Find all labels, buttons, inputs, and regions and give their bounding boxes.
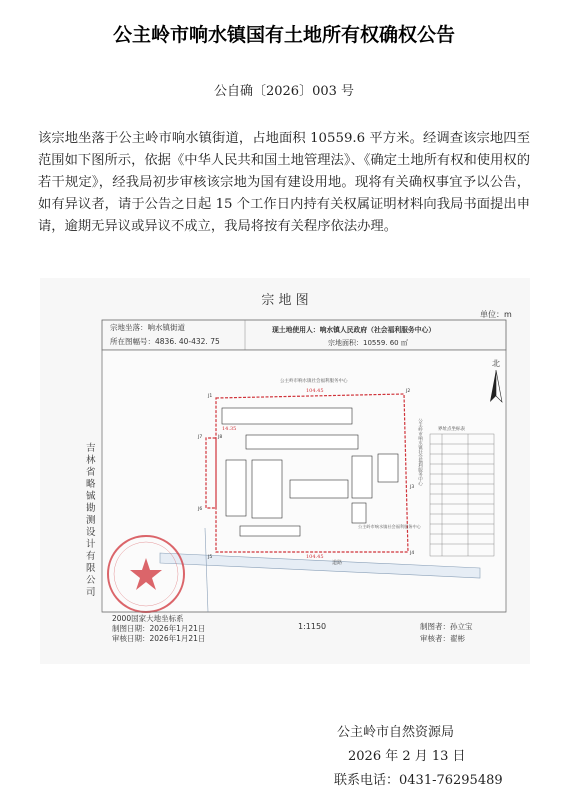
building bbox=[240, 526, 300, 536]
building bbox=[378, 454, 398, 482]
company-char: 公 bbox=[86, 575, 96, 586]
top-neighbor-label: 公主岭市响水镇社会福利服务中心 bbox=[280, 379, 348, 384]
company-char: 林 bbox=[86, 455, 96, 466]
issue-date: 2026 年 2 月 13 日 bbox=[348, 749, 466, 764]
company-char: 设 bbox=[86, 527, 96, 538]
map-title: 宗 地 图 bbox=[261, 293, 309, 308]
map-sheet-number: 所在图幅号：4836. 40-432. 75 bbox=[110, 337, 220, 346]
parcel-map bbox=[40, 278, 530, 664]
company-char: 限 bbox=[86, 563, 96, 574]
coord-table-title: 界址点坐标表 bbox=[438, 427, 465, 432]
point-label: J4 bbox=[410, 551, 415, 556]
contact-phone: 联系电话：0431-76295489 bbox=[334, 773, 503, 788]
point-label: J6 bbox=[198, 507, 203, 512]
issuer-name: 公主岭市自然资源局 bbox=[337, 725, 455, 740]
notice-body: 该宗地坐落于公主岭市响水镇街道，占地面积 10559.6 平方米。经调查该宗地四至范围如下图所示，依据《中华人民共和国土地管理法》、《确定土地所有权和使用权的若干规定》，经我局初步审核该宗地为国有建设用地。现将有关确权事宜予以公告，如有异议者，请于公告之日起 15 个工作日内持有关权属证明材料向我局书面提出申请，逾期无异议或异议不成立，我局将按有关程序依法办理。 bbox=[38, 131, 530, 234]
building bbox=[252, 460, 282, 518]
notice-title: 公主岭市响水镇国有土地所有权确权公告 bbox=[112, 24, 455, 46]
building bbox=[352, 456, 372, 498]
document-number: 公自确〔2026〕003 号 bbox=[213, 84, 355, 99]
company-char: 略 bbox=[86, 479, 96, 490]
drafter: 制图者：孙立宝 bbox=[420, 622, 473, 631]
building bbox=[352, 503, 366, 523]
map-unit: 单位：m bbox=[480, 310, 512, 319]
company-char: 省 bbox=[86, 467, 96, 478]
company-char: 测 bbox=[86, 515, 96, 526]
top-dimension: 104.45 bbox=[306, 388, 324, 394]
point-label: J8 bbox=[218, 435, 223, 440]
left-dimension: 14.35 bbox=[222, 426, 237, 432]
draw-date: 制图日期：2026年1月21日 bbox=[112, 624, 206, 633]
north-label: 北 bbox=[492, 359, 500, 368]
inner-neighbor-label: 公主岭市响水镇社会福利服务中心 bbox=[358, 524, 421, 529]
point-label: J3 bbox=[410, 485, 415, 490]
company-char: 铖 bbox=[86, 491, 96, 502]
company-char: 司 bbox=[86, 587, 96, 598]
review-date: 审核日期：2026年1月21日 bbox=[112, 634, 206, 643]
map-area: 宗地面积：10559. 60 ㎡ bbox=[328, 339, 408, 347]
building bbox=[290, 480, 348, 498]
company-char: 有 bbox=[86, 551, 96, 562]
map-location: 宗地坐落：响水镇街道 bbox=[110, 323, 185, 332]
road-label: 道路 bbox=[332, 560, 343, 566]
company-char: 勘 bbox=[86, 503, 96, 514]
coord-system: 2000国家大地坐标系 bbox=[112, 614, 184, 623]
building bbox=[226, 460, 246, 516]
point-label: J5 bbox=[208, 555, 213, 560]
company-char: 计 bbox=[86, 539, 96, 550]
building bbox=[222, 408, 352, 424]
reviewer: 审核者：翟彬 bbox=[420, 634, 465, 643]
point-label: J7 bbox=[198, 435, 203, 440]
right-neighbor-label: 公主岭市响水镇社会福利服务中心 bbox=[417, 418, 423, 486]
map-land-user: 现土地使用人：响水镇人民政府（社会福利服务中心） bbox=[272, 326, 436, 334]
company-char: 吉 bbox=[86, 443, 96, 454]
point-label: J1 bbox=[208, 394, 213, 399]
point-label: J2 bbox=[406, 389, 411, 394]
building bbox=[246, 435, 358, 449]
map-scale: 1:1150 bbox=[298, 622, 327, 631]
bottom-dimension: 104.45 bbox=[306, 554, 324, 560]
